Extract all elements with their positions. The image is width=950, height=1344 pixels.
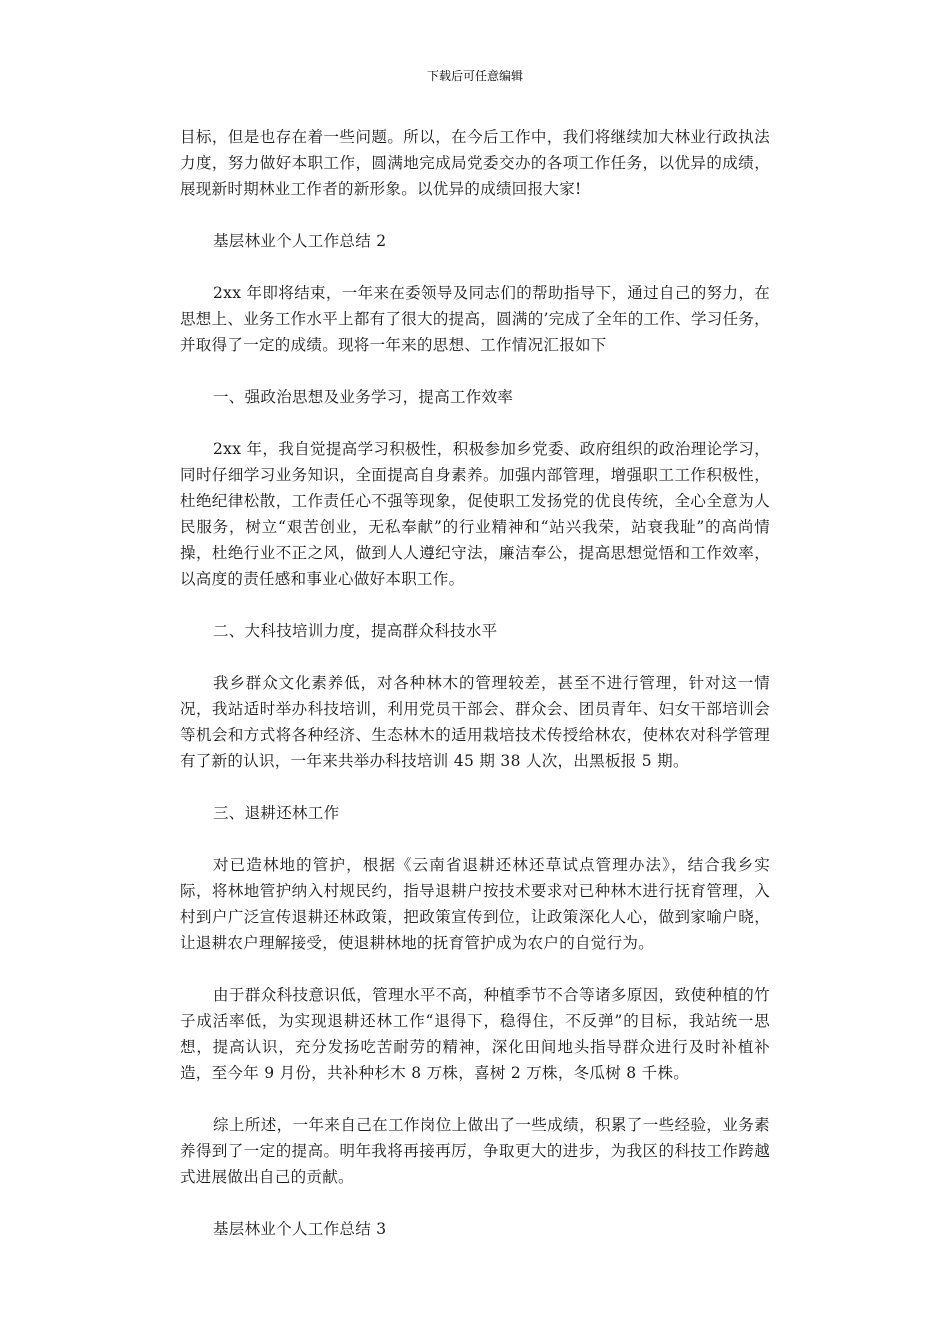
heading-section-3: 三、退耕还林工作 xyxy=(213,804,340,822)
paragraph-3: 2xx 年，我自觉提高学习积极性，积极参加乡党委、政府组织的政治理论学习，同时仔细学习业务知识，全面提高自身素养。加强内部管理，增强职工工作积极性，杜绝纪律松散，工作责任心不强等现象，促使职工发扬党的优良传统，全心全意为人民服务，树立“艰苦创业，无私奉献”的行业精神和“站兴我荣，站衰我耻”的高尚情操，杜绝行业不正之风，做到人人遵纪守法，廉洁奉公，提高思想觉悟和工作效率，以高度的责任感和事业心做好本职工作。 xyxy=(180,440,770,588)
paragraph-7: 综上所述，一年来自己在工作岗位上做出了一些成绩，积累了一些经验，业务素养得到了一定的提高。明年我将再接再厉，争取更大的进步，为我区的科技工作跨越式进展做出自己的贡献。 xyxy=(180,1116,770,1186)
page-header-note: 下载后可任意编辑 xyxy=(426,69,523,83)
section-title-summary-3: 基层林业个人工作总结 3 xyxy=(213,1220,387,1238)
paragraph-4: 我乡群众文化素养低，对各种林木的管理较差，甚至不进行管理，针对这一情况，我站适时举办科技培训，利用党员干部会、群众会、团员青年、妇女干部培训会等机会和方式将各种经济、生态林木的适用栽培技术传授给林农，使林农对科学管理有了新的认识，一年来共举办科技培训 45 期 38 人次，出黑板报 5 期。 xyxy=(180,674,770,770)
heading-section-2: 二、大科技培训力度，提高群众科技水平 xyxy=(213,622,498,640)
document-body xyxy=(180,124,770,1242)
section-title-summary-2: 基层林业个人工作总结 2 xyxy=(213,232,387,250)
paragraph-5: 对已造林地的管护，根据《云南省退耕还林还草试点管理办法》，结合我乡实际，将林地管护纳入村规民约，指导退耕户按技术要求对已种林木进行抚育管理，入村到户广泛宣传退耕还林政策，把政策宣传到位，让政策深化人心，做到家喻户晓，让退耕农户理解接受，使退耕林地的抚育管护成为农户的自觉行为。 xyxy=(180,856,770,952)
paragraph-2: 2xx 年即将结束，一年来在委领导及同志们的帮助指导下，通过自己的努力，在思想上、业务工作水平上都有了很大的提高，圆满的’完成了全年的工作、学习任务，并取得了一定的成绩。现将一年来的思想、工作情况汇报如下 xyxy=(180,284,770,354)
paragraph-1: 目标，但是也存在着一些问题。所以，在今后工作中，我们将继续加大林业行政执法力度，努力做好本职工作，圆满地完成局党委交办的各项工作任务，以优异的成绩，展现新时期林业工作者的新形象。以优异的成绩回报大家! xyxy=(180,128,770,198)
heading-section-1: 一、强政治思想及业务学习，提高工作效率 xyxy=(213,388,514,406)
paragraph-6: 由于群众科技意识低，管理水平不高，种植季节不合等诸多原因，致使种植的竹子成活率低，为实现退耕还林工作“退得下，稳得住，不反弹”的目标，我站统一思想，提高认识，充分发扬吃苦耐劳的精神，深化田间地头指导群众进行及时补植补造，至今年 9 月份，共补种杉木 8 万株，喜树 2 万株，冬瓜树 8 千株。 xyxy=(180,986,770,1082)
